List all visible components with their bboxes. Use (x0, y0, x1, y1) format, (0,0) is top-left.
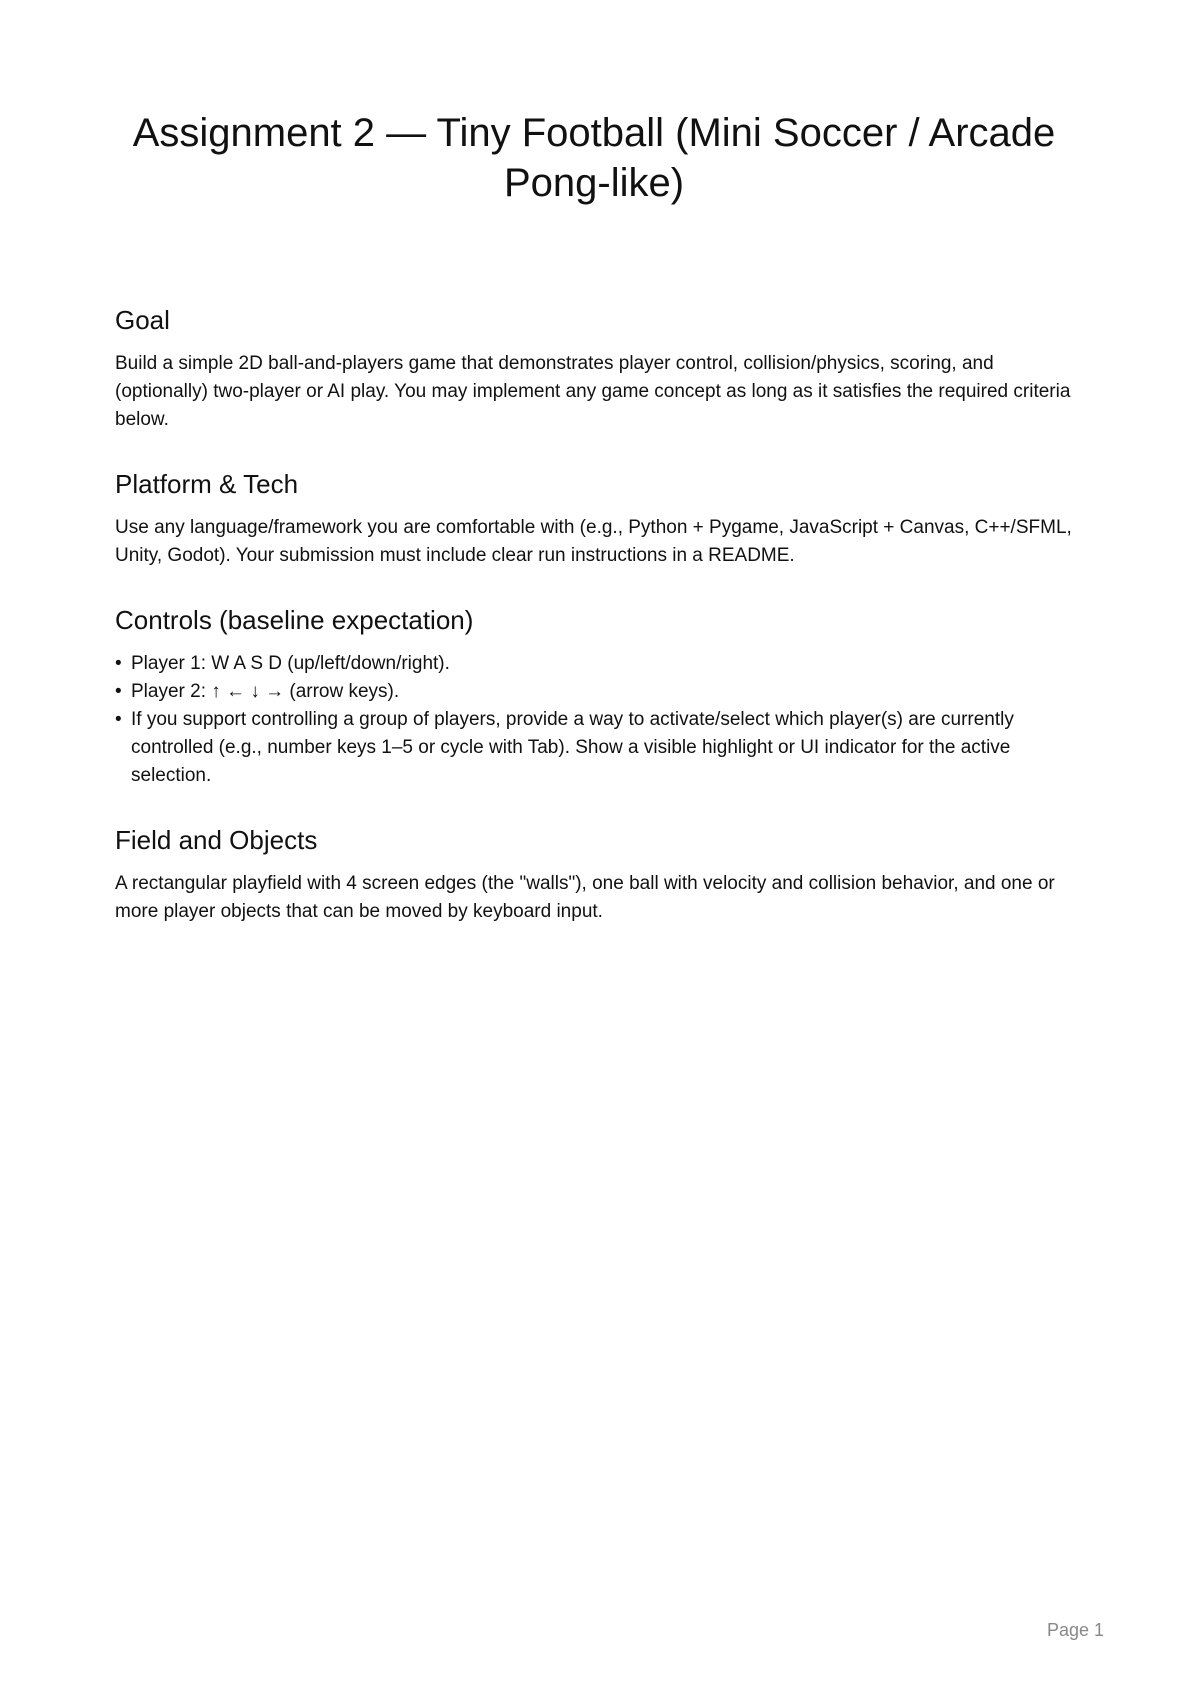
bullet-icon: • (115, 709, 122, 730)
page-number: Page 1 (1046, 1620, 1104, 1640)
goal-paragraph: Build a simple 2D ball-and-players game that demonstrates player control, collision/physics, scoring, and (optionally) two-player or AI play. You may implement any game concept as long as it satisfies the required criteria below. (115, 353, 1071, 430)
list-item (115, 706, 1073, 790)
list-item-text: If you support controlling a group of players, provide a way to activate/select which player(s) are currently controlled (e.g., number keys 1–5 or cycle with Tab). Show a visible highlight or UI indicator for the active selection. (131, 709, 1014, 786)
section-heading-goal: Goal (115, 305, 170, 335)
bullet-icon: • (115, 653, 122, 674)
list-item-text: Player 2: ↑ ← ↓ → (arrow keys). (131, 681, 400, 702)
controls-list (115, 650, 1073, 790)
list-item-text: Player 1: W A S D (up/left/down/right). (131, 653, 450, 674)
section-platform (115, 468, 1073, 570)
section-heading-field: Field and Objects (115, 825, 318, 855)
list-item (115, 678, 1073, 706)
list-item (115, 650, 1073, 678)
field-paragraph: A rectangular playfield with 4 screen edges (the "walls"), one ball with velocity and collision behavior, and one or more player objects that can be moved by keyboard input. (115, 873, 1055, 922)
section-controls (115, 604, 1073, 790)
section-heading-controls: Controls (baseline expectation) (115, 605, 474, 635)
page-title: Assignment 2 — Tiny Football (Mini Soccer / Arcade Pong-like) (132, 111, 1056, 205)
bullet-icon: • (115, 681, 122, 702)
section-heading-platform: Platform & Tech (115, 469, 299, 499)
platform-paragraph: Use any language/framework you are comfortable with (e.g., Python + Pygame, JavaScript + Canvas, C++/SFML, Unity, Godot). Your submission must include clear run instructions in a README. (115, 517, 1072, 566)
section-goal (115, 304, 1073, 434)
section-field (115, 824, 1073, 926)
